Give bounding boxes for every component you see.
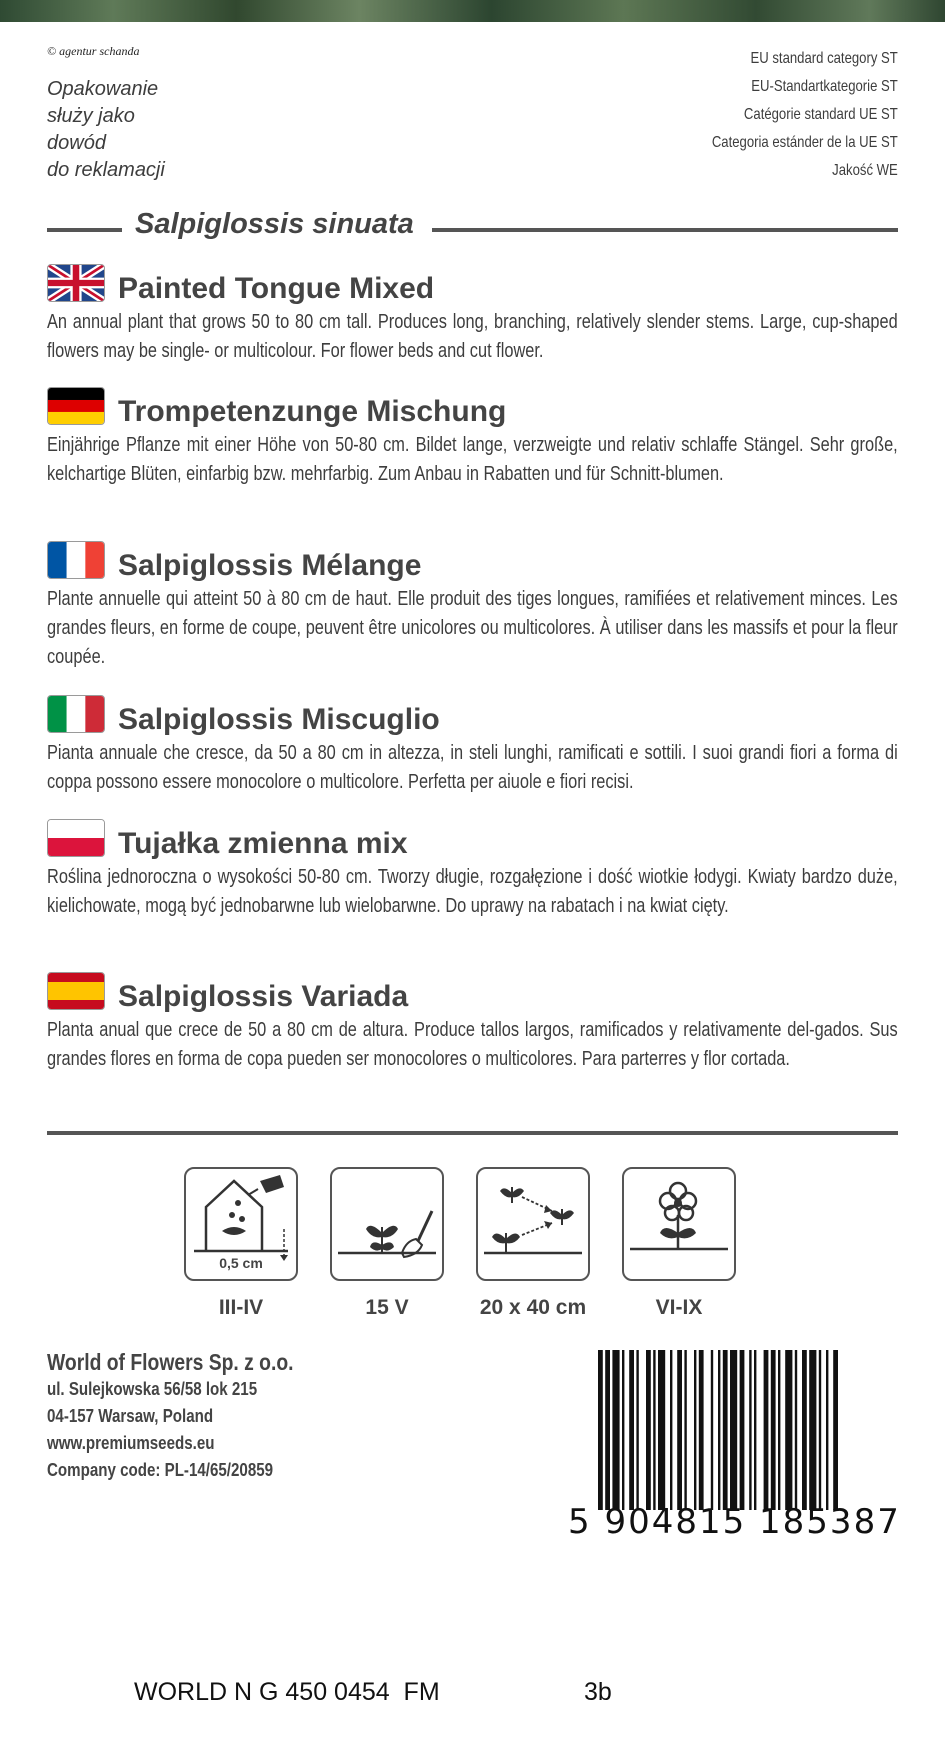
barcode-bar — [598, 1350, 603, 1510]
barcode-bar — [711, 1350, 713, 1510]
barcode-bar — [684, 1350, 686, 1510]
sowing-depth-label: 0,5 cm — [219, 1255, 263, 1271]
barcode-bar — [629, 1350, 634, 1510]
barcode-bar — [658, 1350, 665, 1510]
variety-description: Plante annuelle qui atteint 50 à 80 cm de haut. Elle produit des tiges longues, ramifiées et relativement minces. Les grandes fleurs, en forme de coupe, peuvent être unicolores ou multicolores. À utiliser dans les massifs et pour la fleur coupée. — [47, 588, 898, 668]
barcode-bar — [730, 1350, 737, 1510]
eu-category-line: EU-Standartkategorie ST — [751, 78, 898, 95]
language-section-pl — [47, 819, 898, 921]
company-info — [47, 1349, 294, 1484]
barcode-bar — [833, 1350, 838, 1510]
barcode-bar — [677, 1350, 682, 1510]
top-photo-strip — [0, 0, 945, 22]
barcode-bar — [636, 1350, 638, 1510]
barcode-bar — [795, 1350, 797, 1510]
species-name: Salpiglossis sinuata — [135, 208, 414, 240]
france-flag-icon — [47, 541, 105, 579]
barcode-bar — [718, 1350, 720, 1510]
language-section-en — [47, 264, 898, 366]
barcode-bar — [802, 1350, 807, 1510]
complaint-line: do reklamacji — [47, 159, 165, 181]
language-section-es — [47, 972, 898, 1074]
heading-rule-left — [47, 228, 122, 232]
complaint-line: służy jako — [47, 105, 135, 127]
eu-category-line: Categoria estánder de la UE ST — [712, 134, 898, 151]
variety-description: An annual plant that grows 50 to 80 cm tall. Produces long, branching, relatively slender stems. Large, cup-shaped flowers may be single- or multicolour. For flower beds and cut flower. — [47, 311, 898, 362]
barcode-bar — [826, 1350, 828, 1510]
variety-description: Planta anual que crece de 50 a 80 cm de altura. Produce tallos largos, ramificados y relativamente del-gados. Sus grandes flores en forma de copa pueden ser monocolores o multicolores. Para parterres y flor cortada. — [47, 1019, 898, 1070]
language-section-it — [47, 695, 898, 797]
language-section-fr — [47, 541, 898, 672]
print-code: WORLD N G 450 0454 FM — [134, 1678, 440, 1706]
uk-flag-icon — [47, 264, 105, 302]
variety-title: Tujałka zmienna mix — [118, 827, 408, 860]
barcode-bar — [694, 1350, 696, 1510]
species-heading — [47, 208, 898, 244]
planting-out-icon — [330, 1167, 444, 1281]
copyright-notice: © agentur schanda — [47, 44, 140, 58]
barcode-bar — [723, 1350, 728, 1510]
eu-category-line: Jakość WE — [832, 162, 898, 179]
company-website: www.premiumseeds.eu — [47, 1433, 215, 1453]
eu-category-line: EU standard category ST — [750, 50, 898, 67]
variety-title: Salpiglossis Miscuglio — [118, 703, 440, 736]
company-name: World of Flowers Sp. z o.o. — [47, 1349, 294, 1375]
complaint-note — [47, 76, 207, 184]
company-address-line1: ul. Sulejkowska 56/58 lok 215 — [47, 1379, 258, 1399]
eu-category-line: Catégorie standard UE ST — [744, 106, 898, 123]
spacing-label: 20 x 40 cm — [479, 1296, 587, 1319]
barcode-bar — [670, 1350, 672, 1510]
barcode-bar — [653, 1350, 655, 1510]
heading-rule-right — [432, 228, 898, 232]
variety-title: Trompetenzunge Mischung — [118, 395, 507, 428]
barcode-bar — [646, 1350, 651, 1510]
barcode-bar — [622, 1350, 624, 1510]
company-address-line2: 04-157 Warsaw, Poland — [47, 1406, 214, 1426]
eu-category-block — [712, 45, 898, 185]
variety-description: Roślina jednoroczna o wysokości 50-80 cm. Tworzy długie, rozgałęzione i dość wiotkie łodygi. Kwiaty bardzo duże, kielichowate, mogą być jednobarwne lub wielobarwne. Do uprawy na rabatach i na kwiat cięty. — [47, 866, 898, 917]
flowering-period-label: VI-IX — [655, 1296, 703, 1319]
variety-description: Einjährige Pflanze mit einer Höhe von 50-80 cm. Bildet lange, verzweigte und relativ schlaffe Stängel. Sehr große, kelchartige Blüten, einfarbig bzw. mehrfarbig. Zum Anbau in Rabatten und für Schnitt-blumen. — [47, 434, 898, 485]
italy-flag-icon — [47, 695, 105, 733]
section-divider — [47, 1131, 898, 1135]
germany-flag-icon — [47, 387, 105, 425]
barcode-bar — [771, 1350, 776, 1510]
language-section-de — [47, 387, 898, 489]
barcode-bar — [699, 1350, 704, 1510]
barcode-bar — [785, 1350, 792, 1510]
print-version: 3b — [584, 1678, 612, 1706]
variety-title: Painted Tongue Mixed — [118, 272, 435, 305]
barcode-bar — [612, 1350, 619, 1510]
planting-date-label: 15 V — [365, 1296, 409, 1319]
spain-flag-icon — [47, 972, 105, 1010]
complaint-line: dowód — [47, 132, 106, 154]
sowing-period-label: III-IV — [218, 1296, 264, 1319]
barcode — [568, 1350, 900, 1562]
variety-title: Salpiglossis Mélange — [118, 549, 422, 582]
variety-description: Pianta annuale che cresce, da 50 a 80 cm in altezza, in steli lunghi, ramificati e sottili. I suoi grandi fiori a forma di coppa possono essere monocolore o multicolore. Perfetta per aiuole e fiori recisi. — [47, 742, 898, 793]
complaint-line: Opakowanie — [47, 78, 159, 100]
plant-spacing-icon — [476, 1167, 590, 1281]
barcode-bar — [809, 1350, 816, 1510]
barcode-bar — [819, 1350, 821, 1510]
poland-flag-icon — [47, 819, 105, 857]
variety-title: Salpiglossis Variada — [118, 980, 409, 1013]
barcode-bar — [740, 1350, 745, 1510]
barcode-bar — [778, 1350, 780, 1510]
barcode-number: 5 904815 185387 — [568, 1502, 901, 1542]
barcode-bar — [749, 1350, 751, 1510]
barcode-bar — [754, 1350, 756, 1510]
barcode-bar — [764, 1350, 769, 1510]
company-code: Company code: PL-14/65/20859 — [47, 1460, 274, 1480]
indoor-sowing-icon — [184, 1167, 298, 1281]
barcode-bar — [605, 1350, 610, 1510]
barcode-bars-icon — [598, 1350, 898, 1510]
flowering-icon — [622, 1167, 736, 1281]
